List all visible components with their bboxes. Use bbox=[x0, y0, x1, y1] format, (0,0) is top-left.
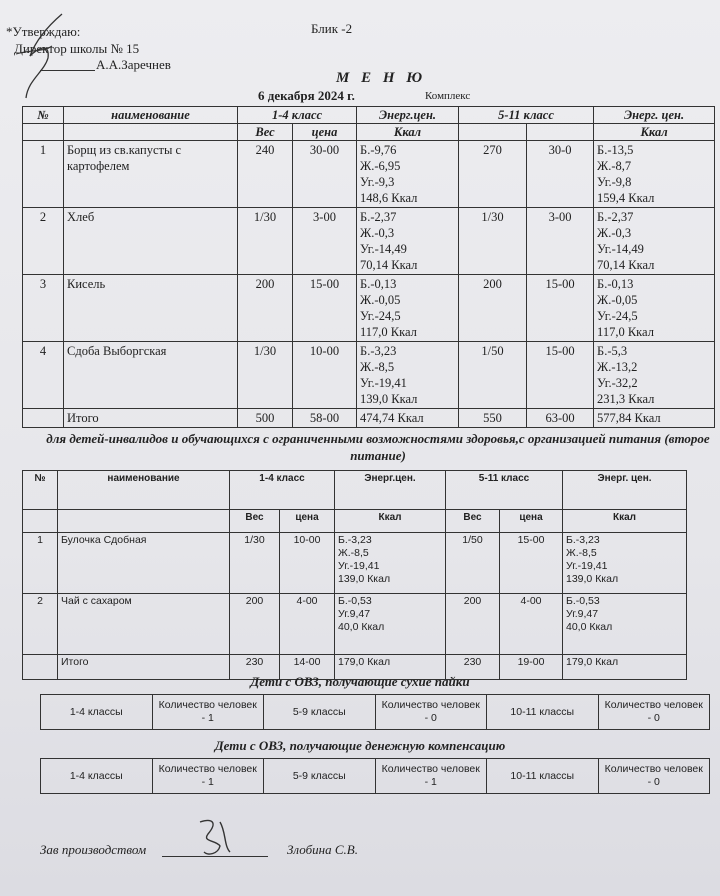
student-count: Количество человек - 0 bbox=[598, 759, 710, 794]
energy-line: 70,14 Ккал bbox=[597, 258, 655, 272]
weight-1-4: 200 bbox=[230, 594, 280, 655]
total-price-1-4: 58-00 bbox=[293, 409, 357, 428]
energy-line: Б.-3,23 bbox=[566, 534, 600, 546]
total-price-1-4: 14-00 bbox=[280, 655, 335, 680]
energy-line: Уг.9,47 bbox=[566, 608, 599, 620]
col-group-5-11: 5-11 класс bbox=[459, 107, 594, 124]
energy-line: 139,0 Ккал bbox=[360, 392, 418, 406]
footer-signature bbox=[190, 812, 240, 862]
col2-num: № bbox=[23, 471, 58, 510]
energy-line: Ж.-8,5 bbox=[360, 360, 395, 374]
energy-line: Ж.-6,95 bbox=[360, 159, 401, 173]
col2-group-5-11: 5-11 класс bbox=[446, 471, 563, 510]
energy-line: Ж.-0,3 bbox=[597, 226, 632, 240]
energy-line: Ж.-13,2 bbox=[597, 360, 638, 374]
price-1-4: 10-00 bbox=[280, 533, 335, 594]
energy-line: Уг.-9,8 bbox=[597, 175, 632, 189]
col-kcal-1: Ккал bbox=[357, 124, 459, 141]
total-weight-5-11: 550 bbox=[459, 409, 527, 428]
total-row bbox=[23, 409, 715, 428]
col2-kcal-2: Ккал bbox=[563, 510, 687, 533]
menu-table-main bbox=[22, 106, 715, 428]
price-5-11: 4-00 bbox=[500, 594, 563, 655]
director-name: А.А.Заречнев bbox=[96, 57, 171, 72]
energy-line: Б.-0,13 bbox=[597, 277, 634, 291]
energy-1-4 bbox=[357, 141, 459, 208]
footer-role: Зав производством bbox=[40, 842, 147, 857]
total-num bbox=[23, 409, 64, 428]
energy-line: Б.-13,5 bbox=[597, 143, 634, 157]
energy-line: Уг.9,47 bbox=[338, 608, 371, 620]
col2-kcal-1: Ккал bbox=[335, 510, 446, 533]
energy-line: Уг.-19,41 bbox=[338, 560, 380, 572]
weight-1-4: 1/30 bbox=[230, 533, 280, 594]
row-num: 1 bbox=[23, 141, 64, 208]
energy-1-4 bbox=[357, 208, 459, 275]
class-group-label: 10-11 классы bbox=[487, 695, 599, 730]
price-5-11: 15-00 bbox=[527, 275, 594, 342]
weight-5-11: 270 bbox=[459, 141, 527, 208]
price-1-4: 4-00 bbox=[280, 594, 335, 655]
class-group-label: 10-11 классы bbox=[487, 759, 599, 794]
energy-line: 159,4 Ккал bbox=[597, 191, 655, 205]
energy-line: Б.-2,37 bbox=[597, 210, 634, 224]
dish-name: Сдоба Выборгская bbox=[64, 342, 238, 409]
total-energy-1-4: 179,0 Ккал bbox=[335, 655, 446, 680]
price-5-11: 30-0 bbox=[527, 141, 594, 208]
total-price-5-11: 63-00 bbox=[527, 409, 594, 428]
total-label: Итого bbox=[58, 655, 230, 680]
weight-5-11: 1/50 bbox=[459, 342, 527, 409]
energy-line: Б.-0,13 bbox=[360, 277, 397, 291]
weight-5-11: 200 bbox=[459, 275, 527, 342]
row-num: 1 bbox=[23, 533, 58, 594]
total-label: Итого bbox=[64, 409, 238, 428]
blank-label: Блик -2 bbox=[311, 21, 353, 36]
row-num: 4 bbox=[23, 342, 64, 409]
price-5-11: 3-00 bbox=[527, 208, 594, 275]
energy-line: 117,0 Ккал bbox=[597, 325, 654, 339]
energy-line: Уг.-14,49 bbox=[597, 242, 644, 256]
student-count: Количество человек - 0 bbox=[598, 695, 710, 730]
approve-label: *Утверждаю: bbox=[6, 24, 81, 39]
energy-line: Уг.-9,3 bbox=[360, 175, 395, 189]
col-price: цена bbox=[293, 124, 357, 141]
energy-1-4 bbox=[335, 594, 446, 655]
money-compensation-table bbox=[40, 758, 710, 794]
total-price-5-11: 19-00 bbox=[500, 655, 563, 680]
total-weight-1-4: 500 bbox=[238, 409, 293, 428]
energy-line: Б.-2,37 bbox=[360, 210, 397, 224]
total-weight-5-11: 230 bbox=[446, 655, 500, 680]
menu-table-ovz bbox=[22, 470, 687, 680]
col-energy-1: Энерг.цен. bbox=[357, 107, 459, 124]
col2-energy-2: Энерг. цен. bbox=[563, 471, 687, 510]
energy-line: 139,0 Ккал bbox=[338, 573, 391, 585]
section-4-title: Дети с ОВЗ, получающие денежную компенсацию bbox=[214, 738, 506, 753]
energy-5-11 bbox=[594, 141, 715, 208]
director-signature bbox=[6, 6, 81, 106]
class-group-label: 5-9 классы bbox=[264, 695, 376, 730]
table-row bbox=[23, 594, 687, 655]
student-count: Количество человек - 1 bbox=[152, 695, 264, 730]
energy-1-4 bbox=[357, 342, 459, 409]
price-5-11: 15-00 bbox=[500, 533, 563, 594]
energy-line: Уг.-19,41 bbox=[360, 376, 407, 390]
section-2-title: для детей-инвалидов и обучающихся с ограниченными возможностями здоровья,с организацией питания (второе питание) bbox=[46, 431, 710, 463]
total-energy-5-11: 577,84 Ккал bbox=[594, 409, 715, 428]
student-count: Количество человек - 1 bbox=[375, 759, 487, 794]
footer-name: Злобина С.В. bbox=[287, 842, 358, 857]
price-1-4: 15-00 bbox=[293, 275, 357, 342]
kit-label: Комплекс bbox=[425, 90, 471, 102]
energy-line: Ж.-8,5 bbox=[566, 547, 597, 559]
class-group-label: 5-9 классы bbox=[264, 759, 376, 794]
col2-name: наименование bbox=[58, 471, 230, 510]
weight-1-4: 1/30 bbox=[238, 342, 293, 409]
price-1-4: 10-00 bbox=[293, 342, 357, 409]
weight-1-4: 200 bbox=[238, 275, 293, 342]
price-1-4: 30-00 bbox=[293, 141, 357, 208]
table-row bbox=[23, 342, 715, 409]
energy-5-11 bbox=[594, 342, 715, 409]
energy-5-11 bbox=[594, 208, 715, 275]
total-energy-1-4: 474,74 Ккал bbox=[357, 409, 459, 428]
table-row bbox=[23, 141, 715, 208]
energy-line: Ж.-8,5 bbox=[338, 547, 369, 559]
dry-rations-table bbox=[40, 694, 710, 730]
section-3-title: Дети с ОВЗ, получающие сухие пайки bbox=[250, 674, 470, 689]
energy-line: Б.-3,23 bbox=[338, 534, 372, 546]
col-group-1-4: 1-4 класс bbox=[238, 107, 357, 124]
student-count: Количество человек - 1 bbox=[152, 759, 264, 794]
weight-1-4: 240 bbox=[238, 141, 293, 208]
dish-name: Чай с сахаром bbox=[58, 594, 230, 655]
energy-line: Ж.-0,05 bbox=[597, 293, 638, 307]
price-5-11: 15-00 bbox=[527, 342, 594, 409]
energy-line: Уг.-32,2 bbox=[597, 376, 638, 390]
energy-line: Ж.-8,7 bbox=[597, 159, 632, 173]
energy-line: 231,3 Ккал bbox=[597, 392, 655, 406]
menu-title: М Е Н Ю bbox=[336, 70, 427, 86]
price-1-4: 3-00 bbox=[293, 208, 357, 275]
col-num: № bbox=[23, 107, 64, 124]
col2-price: цена bbox=[280, 510, 335, 533]
table-row bbox=[23, 275, 715, 342]
energy-line: Б.-0,53 bbox=[566, 595, 600, 607]
energy-line: Ж.-0,3 bbox=[360, 226, 395, 240]
energy-line: Б.-9,76 bbox=[360, 143, 397, 157]
col-weight: Вес bbox=[238, 124, 293, 141]
energy-line: Б.-0,53 bbox=[338, 595, 372, 607]
energy-1-4 bbox=[335, 533, 446, 594]
weight-1-4: 1/30 bbox=[238, 208, 293, 275]
col2-price-2: цена bbox=[500, 510, 563, 533]
energy-line: Уг.-14,49 bbox=[360, 242, 407, 256]
total-energy-5-11: 179,0 Ккал bbox=[563, 655, 687, 680]
table-row bbox=[23, 208, 715, 275]
energy-line: Ж.-0,05 bbox=[360, 293, 401, 307]
class-group-label: 1-4 классы bbox=[41, 695, 153, 730]
energy-5-11 bbox=[563, 594, 687, 655]
weight-5-11: 200 bbox=[446, 594, 500, 655]
energy-line: 40,0 Ккал bbox=[566, 621, 613, 633]
weight-5-11: 1/50 bbox=[446, 533, 500, 594]
student-count: Количество человек - 0 bbox=[375, 695, 487, 730]
col-energy-2: Энерг. цен. bbox=[594, 107, 715, 124]
energy-line: Уг.-19,41 bbox=[566, 560, 608, 572]
col2-weight-2: Вес bbox=[446, 510, 500, 533]
row-num: 2 bbox=[23, 594, 58, 655]
energy-line: Б.-5,3 bbox=[597, 344, 628, 358]
energy-line: 70,14 Ккал bbox=[360, 258, 418, 272]
dish-name: Хлеб bbox=[64, 208, 238, 275]
energy-line: Уг.-24,5 bbox=[360, 309, 401, 323]
menu-date: 6 декабря 2024 г. bbox=[258, 88, 355, 103]
energy-line: 139,0 Ккал bbox=[566, 573, 619, 585]
energy-5-11 bbox=[563, 533, 687, 594]
dish-name: Кисель bbox=[64, 275, 238, 342]
table-row bbox=[23, 533, 687, 594]
col2-weight: Вес bbox=[230, 510, 280, 533]
energy-line: 117,0 Ккал bbox=[360, 325, 417, 339]
energy-1-4 bbox=[357, 275, 459, 342]
col-name: наименование bbox=[64, 107, 238, 124]
energy-5-11 bbox=[594, 275, 715, 342]
row-num: 2 bbox=[23, 208, 64, 275]
energy-line: Уг.-24,5 bbox=[597, 309, 638, 323]
energy-line: Б.-3,23 bbox=[360, 344, 397, 358]
col-kcal-2: Ккал bbox=[594, 124, 715, 141]
energy-line: 148,6 Ккал bbox=[360, 191, 418, 205]
dish-name: Борщ из св.капусты с картофелем bbox=[64, 141, 238, 208]
row-num: 3 bbox=[23, 275, 64, 342]
col2-group-1-4: 1-4 класс bbox=[230, 471, 335, 510]
dish-name: Булочка Сдобная bbox=[58, 533, 230, 594]
total-weight-1-4: 230 bbox=[230, 655, 280, 680]
energy-line: 40,0 Ккал bbox=[338, 621, 385, 633]
class-group-label: 1-4 классы bbox=[41, 759, 153, 794]
col2-energy-1: Энерг.цен. bbox=[335, 471, 446, 510]
weight-5-11: 1/30 bbox=[459, 208, 527, 275]
director-label: Директор школы № 15 bbox=[14, 41, 140, 56]
